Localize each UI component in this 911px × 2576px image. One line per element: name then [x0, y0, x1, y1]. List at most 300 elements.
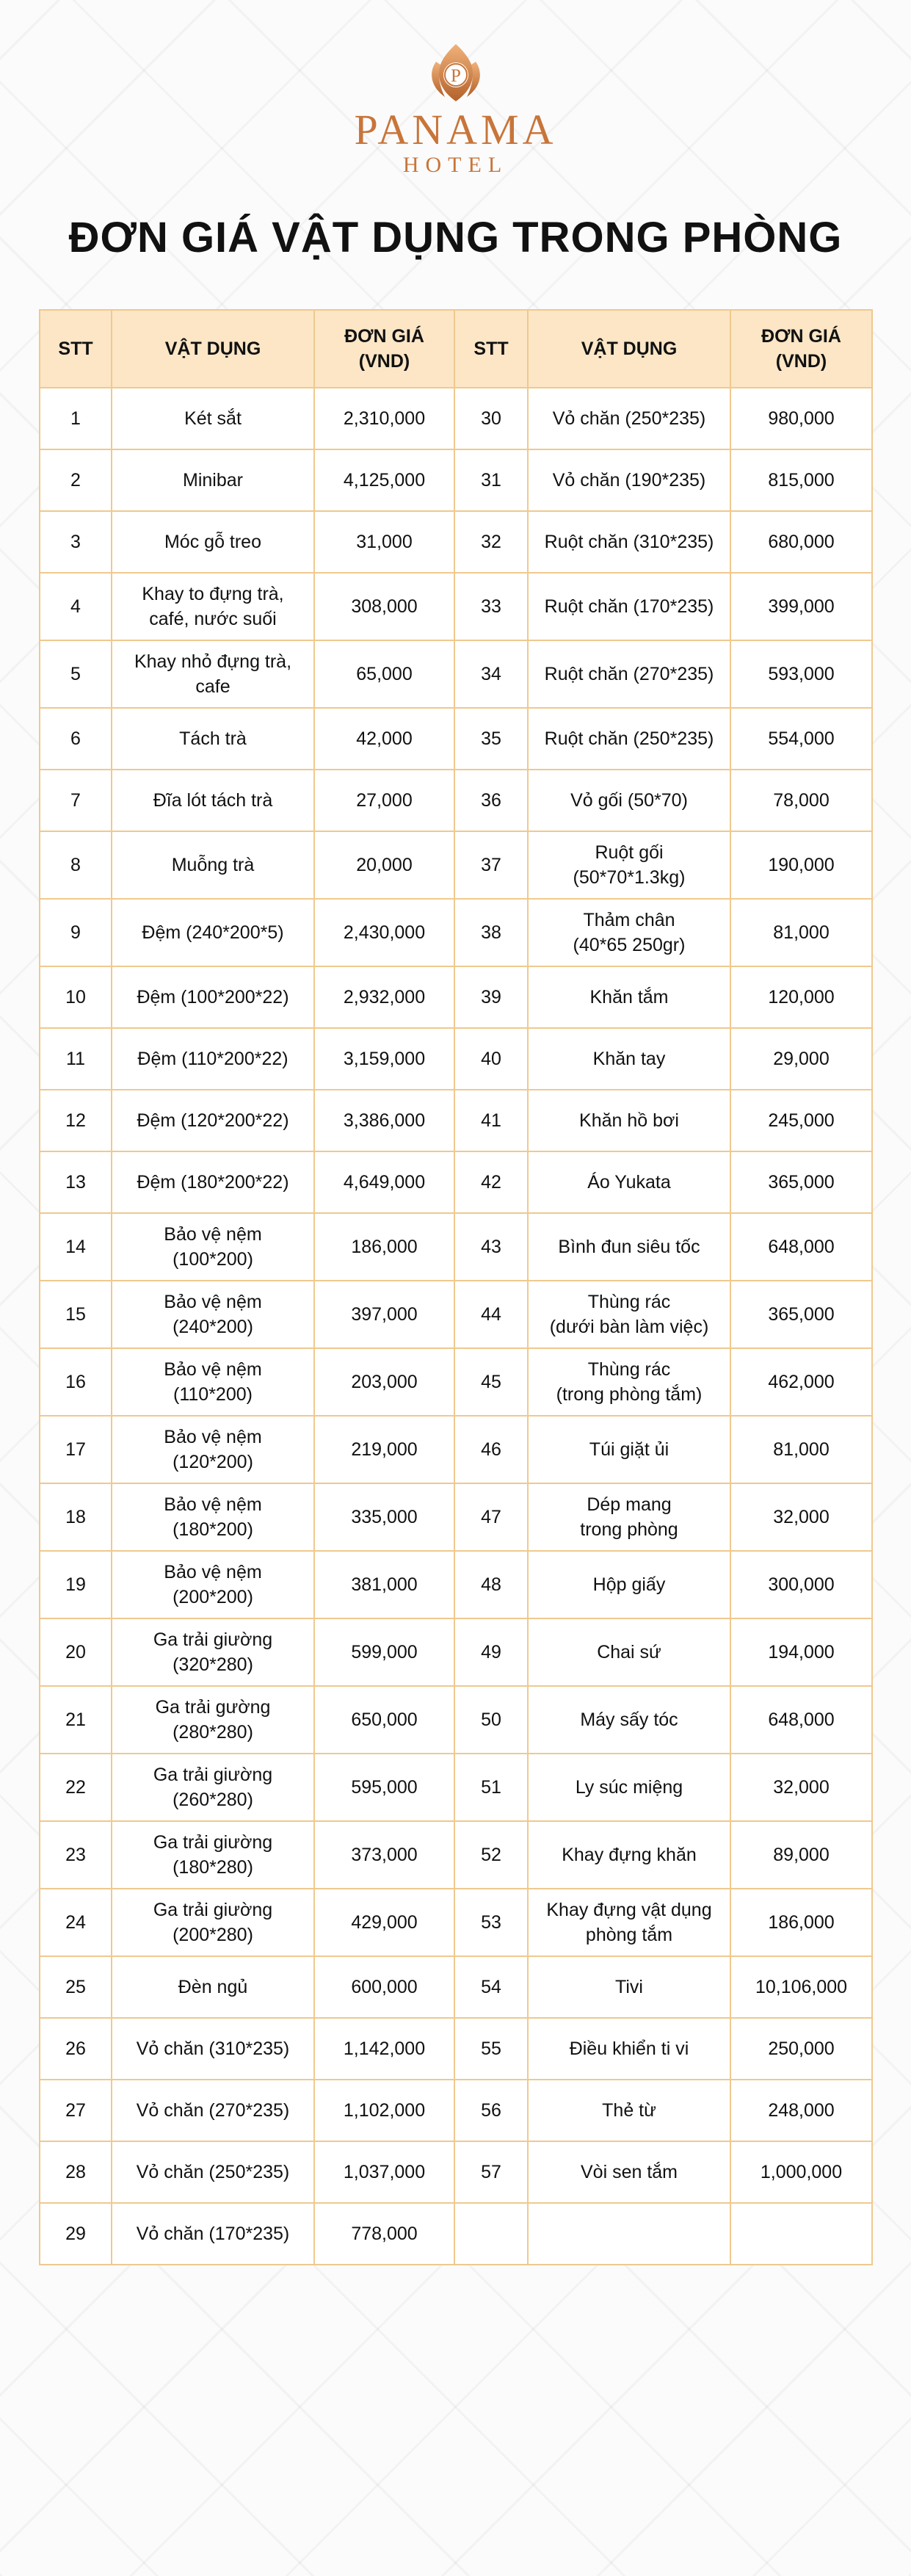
- item-price: 648,000: [730, 1686, 872, 1754]
- item-name-line: Ga trải giường: [153, 1765, 273, 1785]
- row-number: 18: [40, 1483, 112, 1551]
- item-name-line: Thùng rác: [587, 1292, 671, 1312]
- row-number: 17: [40, 1416, 112, 1483]
- item-name-line: Đệm (100*200*22): [137, 987, 289, 1007]
- table-row: [40, 449, 872, 511]
- item-name: [528, 966, 730, 1028]
- column-header-item: [528, 310, 730, 388]
- item-name-line: Vỏ chăn (270*235): [136, 2100, 290, 2121]
- row-number: 34: [454, 640, 528, 708]
- item-name-line: (120*200): [173, 1452, 253, 1472]
- item-price: 27,000: [314, 770, 454, 831]
- row-number: 26: [40, 2018, 112, 2080]
- item-name: [112, 2080, 314, 2141]
- row-number: 36: [454, 770, 528, 831]
- price-table: [39, 309, 873, 2265]
- item-name-line: Đệm (240*200*5): [142, 922, 284, 943]
- item-price: 335,000: [314, 1483, 454, 1551]
- item-name: [112, 1151, 314, 1213]
- item-name: [112, 388, 314, 449]
- item-name: [112, 449, 314, 511]
- header-row: [40, 310, 872, 388]
- column-header-stt: [454, 310, 528, 388]
- row-number: 43: [454, 1213, 528, 1281]
- row-number: 1: [40, 388, 112, 449]
- item-name: [528, 1483, 730, 1551]
- item-name: [112, 573, 314, 640]
- item-price: 381,000: [314, 1551, 454, 1618]
- item-price: 778,000: [314, 2203, 454, 2265]
- item-price: 245,000: [730, 1090, 872, 1151]
- item-price: 593,000: [730, 640, 872, 708]
- item-price: 31,000: [314, 511, 454, 573]
- item-name-line: (trong phòng tắm): [556, 1384, 703, 1405]
- item-name-line: Đèn ngủ: [178, 1977, 248, 1997]
- item-name-line: Ruột chăn (170*235): [544, 596, 714, 617]
- row-number: 48: [454, 1551, 528, 1618]
- item-name-line: Khay to đựng trà,: [142, 584, 284, 604]
- item-name-line: Áo Yukata: [587, 1172, 671, 1193]
- item-price: 4,125,000: [314, 449, 454, 511]
- item-name-line: Bảo vệ nệm: [164, 1359, 262, 1380]
- item-name: [528, 573, 730, 640]
- row-number: 5: [40, 640, 112, 708]
- item-price: 650,000: [314, 1686, 454, 1754]
- empty-cell: [730, 2203, 872, 2265]
- row-number: 11: [40, 1028, 112, 1090]
- item-name: [528, 1090, 730, 1151]
- column-header-text: STT: [58, 339, 93, 359]
- table-row: [40, 388, 872, 449]
- item-name: [528, 511, 730, 573]
- row-number: 37: [454, 831, 528, 899]
- row-number: 22: [40, 1754, 112, 1821]
- item-name-line: Chai sứ: [597, 1642, 661, 1663]
- table-row: [40, 1821, 872, 1889]
- item-price: 2,310,000: [314, 388, 454, 449]
- row-number: 24: [40, 1889, 112, 1956]
- item-price: 203,000: [314, 1348, 454, 1416]
- row-number: 51: [454, 1754, 528, 1821]
- row-number: 45: [454, 1348, 528, 1416]
- item-name-line: Ga trải giường: [153, 1629, 273, 1650]
- item-name: [528, 770, 730, 831]
- item-name-line: Máy sấy tóc: [580, 1710, 678, 1730]
- item-name-line: (50*70*1.3kg): [573, 867, 686, 888]
- item-name-line: (200*200): [173, 1587, 253, 1607]
- item-name: [528, 1686, 730, 1754]
- column-header-text: STT: [473, 339, 509, 359]
- row-number: 25: [40, 1956, 112, 2018]
- item-name-line: Khăn tắm: [589, 987, 669, 1007]
- item-name-line: Móc gỗ treo: [164, 532, 261, 552]
- item-name: [528, 708, 730, 770]
- row-number: 50: [454, 1686, 528, 1754]
- row-number: 30: [454, 388, 528, 449]
- item-price: 32,000: [730, 1483, 872, 1551]
- table-row: [40, 708, 872, 770]
- item-name-line: Vỏ chăn (170*235): [136, 2224, 290, 2244]
- item-name: [112, 1551, 314, 1618]
- item-price: 1,037,000: [314, 2141, 454, 2203]
- item-price: 190,000: [730, 831, 872, 899]
- item-name-line: Khăn hồ bơi: [579, 1110, 679, 1131]
- item-price: 308,000: [314, 573, 454, 640]
- row-number: 3: [40, 511, 112, 573]
- price-table-body: [40, 388, 872, 2265]
- item-name-line: Bình đun siêu tốc: [558, 1237, 700, 1257]
- item-name-line: Thẻ từ: [602, 2100, 656, 2121]
- price-table-header: [40, 310, 872, 388]
- column-header-price: [314, 310, 454, 388]
- item-name-line: Tách trà: [179, 728, 247, 749]
- item-price: 78,000: [730, 770, 872, 831]
- item-name: [528, 831, 730, 899]
- empty-cell: [528, 2203, 730, 2265]
- item-name: [528, 1213, 730, 1281]
- item-name-line: Khay đựng vật dụng: [546, 1900, 712, 1920]
- item-price: 4,649,000: [314, 1151, 454, 1213]
- item-name-line: Két sắt: [184, 408, 242, 429]
- column-header-text: (VND): [358, 351, 410, 372]
- table-row: [40, 1889, 872, 1956]
- item-price: 20,000: [314, 831, 454, 899]
- row-number: 38: [454, 899, 528, 966]
- item-name-line: Đệm (180*200*22): [137, 1172, 289, 1193]
- row-number: 33: [454, 573, 528, 640]
- item-name: [112, 770, 314, 831]
- item-price: 42,000: [314, 708, 454, 770]
- item-name-line: Vỏ chăn (310*235): [136, 2038, 290, 2059]
- item-price: 65,000: [314, 640, 454, 708]
- row-number: 56: [454, 2080, 528, 2141]
- row-number: 15: [40, 1281, 112, 1348]
- table-row: [40, 1754, 872, 1821]
- item-name-line: Dép mang: [587, 1494, 672, 1515]
- item-name-line: Túi giặt ủi: [589, 1439, 669, 1460]
- item-name: [112, 831, 314, 899]
- item-name: [112, 1348, 314, 1416]
- column-header-stt: [40, 310, 112, 388]
- row-number: 32: [454, 511, 528, 573]
- item-price: 194,000: [730, 1618, 872, 1686]
- table-row: [40, 2141, 872, 2203]
- item-name-line: Vỏ chăn (250*235): [552, 408, 706, 429]
- item-name-line: Đệm (120*200*22): [137, 1110, 289, 1131]
- item-name-line: (180*200): [173, 1519, 253, 1540]
- column-header-text: VẬT DỤNG: [164, 339, 261, 359]
- item-name-line: (dưới bàn làm việc): [549, 1317, 709, 1337]
- item-name-line: café, nước suối: [149, 609, 277, 629]
- item-name: [528, 640, 730, 708]
- row-number: 12: [40, 1090, 112, 1151]
- item-name: [528, 2080, 730, 2141]
- table-row: [40, 966, 872, 1028]
- item-price: 373,000: [314, 1821, 454, 1889]
- item-name: [112, 899, 314, 966]
- row-number: 35: [454, 708, 528, 770]
- item-name-line: (40*65 250gr): [573, 935, 686, 955]
- item-price: 186,000: [314, 1213, 454, 1281]
- table-row: [40, 1956, 872, 2018]
- item-name: [112, 1754, 314, 1821]
- row-number: 42: [454, 1151, 528, 1213]
- row-number: 10: [40, 966, 112, 1028]
- item-price: 2,430,000: [314, 899, 454, 966]
- item-name-line: Vỏ gối (50*70): [570, 790, 688, 811]
- item-name-line: Vỏ chăn (250*235): [136, 2162, 290, 2182]
- item-name: [112, 1213, 314, 1281]
- row-number: 27: [40, 2080, 112, 2141]
- hotel-logo: [0, 43, 911, 178]
- table-row: [40, 1348, 872, 1416]
- column-header-item: [112, 310, 314, 388]
- table-row: [40, 1416, 872, 1483]
- table-row: [40, 1483, 872, 1551]
- item-name-line: Ruột chăn (250*235): [544, 728, 714, 749]
- item-name: [112, 1686, 314, 1754]
- item-name-line: (320*280): [173, 1654, 253, 1675]
- item-price: 599,000: [314, 1618, 454, 1686]
- item-name: [528, 1889, 730, 1956]
- item-name-line: Đĩa lót tách trà: [153, 790, 273, 811]
- item-name: [112, 2018, 314, 2080]
- item-price: 554,000: [730, 708, 872, 770]
- item-price: 815,000: [730, 449, 872, 511]
- item-name-line: (100*200): [173, 1249, 253, 1270]
- item-name-line: trong phòng: [580, 1519, 678, 1540]
- item-name-line: Khay đựng khăn: [562, 1845, 697, 1865]
- table-row: [40, 899, 872, 966]
- item-name: [112, 1090, 314, 1151]
- item-name-line: Ga trải gường: [155, 1697, 271, 1718]
- item-name: [112, 1889, 314, 1956]
- item-price: 600,000: [314, 1956, 454, 2018]
- item-name: [528, 1821, 730, 1889]
- row-number: 19: [40, 1551, 112, 1618]
- item-name-line: (280*280): [173, 1722, 253, 1743]
- row-number: 55: [454, 2018, 528, 2080]
- item-name-line: cafe: [195, 676, 231, 697]
- item-price: 300,000: [730, 1551, 872, 1618]
- item-name-line: Điều khiển ti vi: [569, 2038, 689, 2059]
- item-name-line: Vòi sen tắm: [580, 2162, 678, 2182]
- item-name-line: Ruột chăn (310*235): [544, 532, 714, 552]
- item-name: [112, 1028, 314, 1090]
- table-row: [40, 511, 872, 573]
- item-name-line: Ly súc miệng: [575, 1777, 683, 1798]
- row-number: 49: [454, 1618, 528, 1686]
- item-name: [528, 1348, 730, 1416]
- row-number: 9: [40, 899, 112, 966]
- item-price: 462,000: [730, 1348, 872, 1416]
- item-name-line: Bảo vệ nệm: [164, 1224, 262, 1245]
- table-row: [40, 573, 872, 640]
- item-name: [112, 1821, 314, 1889]
- item-name-line: Bảo vệ nệm: [164, 1562, 262, 1582]
- item-name: [528, 388, 730, 449]
- item-name: [112, 511, 314, 573]
- row-number: 53: [454, 1889, 528, 1956]
- empty-cell: [454, 2203, 528, 2265]
- item-price: 89,000: [730, 1821, 872, 1889]
- item-name: [528, 1754, 730, 1821]
- item-price: 81,000: [730, 1416, 872, 1483]
- item-name-line: (200*280): [173, 1925, 253, 1945]
- item-price: 1,142,000: [314, 2018, 454, 2080]
- item-name-line: (260*280): [173, 1790, 253, 1810]
- item-name: [528, 1956, 730, 2018]
- row-number: 13: [40, 1151, 112, 1213]
- table-row: [40, 1618, 872, 1686]
- item-price: 248,000: [730, 2080, 872, 2141]
- table-row: [40, 1551, 872, 1618]
- item-name: [112, 640, 314, 708]
- row-number: 52: [454, 1821, 528, 1889]
- item-price: 219,000: [314, 1416, 454, 1483]
- item-name: [112, 2203, 314, 2265]
- row-number: 47: [454, 1483, 528, 1551]
- row-number: 6: [40, 708, 112, 770]
- item-price: 429,000: [314, 1889, 454, 1956]
- item-name: [528, 899, 730, 966]
- item-price: 399,000: [730, 573, 872, 640]
- item-name: [528, 2141, 730, 2203]
- item-name-line: Muỗng trà: [171, 855, 255, 875]
- item-name: [112, 1956, 314, 2018]
- item-name: [528, 1416, 730, 1483]
- item-price: 29,000: [730, 1028, 872, 1090]
- table-row: [40, 770, 872, 831]
- item-name-line: Ga trải giường: [153, 1832, 273, 1853]
- item-name: [112, 1483, 314, 1551]
- item-name-line: Khay nhỏ đựng trà,: [134, 651, 292, 672]
- item-name-line: Vỏ chăn (190*235): [552, 470, 706, 491]
- row-number: 21: [40, 1686, 112, 1754]
- item-name-line: (240*200): [173, 1317, 253, 1337]
- item-name-line: Ruột chăn (270*235): [544, 664, 714, 684]
- table-row: [40, 1213, 872, 1281]
- item-price: 648,000: [730, 1213, 872, 1281]
- item-price: 365,000: [730, 1151, 872, 1213]
- item-name: [528, 2018, 730, 2080]
- row-number: 7: [40, 770, 112, 831]
- table-row: [40, 1151, 872, 1213]
- item-price: 32,000: [730, 1754, 872, 1821]
- item-name-line: phòng tắm: [585, 1925, 673, 1945]
- table-row: [40, 2018, 872, 2080]
- item-price: 3,159,000: [314, 1028, 454, 1090]
- column-header-text: (VND): [775, 351, 827, 372]
- lotus-emblem-icon: [423, 43, 489, 104]
- item-price: 10,106,000: [730, 1956, 872, 2018]
- item-name: [112, 1618, 314, 1686]
- item-name-line: Thảm chân: [583, 910, 675, 930]
- row-number: 14: [40, 1213, 112, 1281]
- item-name-line: (110*200): [173, 1384, 253, 1405]
- item-name: [528, 1551, 730, 1618]
- item-name: [528, 1028, 730, 1090]
- column-header-text: VẬT DỤNG: [581, 339, 678, 359]
- row-number: 23: [40, 1821, 112, 1889]
- item-name: [112, 708, 314, 770]
- row-number: 16: [40, 1348, 112, 1416]
- table-row: [40, 1090, 872, 1151]
- item-price: 120,000: [730, 966, 872, 1028]
- table-row: [40, 831, 872, 899]
- item-name: [528, 1281, 730, 1348]
- item-price: 397,000: [314, 1281, 454, 1348]
- item-name-line: Tivi: [615, 1977, 643, 1997]
- item-price: 980,000: [730, 388, 872, 449]
- item-price: 595,000: [314, 1754, 454, 1821]
- item-name: [112, 2141, 314, 2203]
- table-row: [40, 1028, 872, 1090]
- item-price: 680,000: [730, 511, 872, 573]
- row-number: 2: [40, 449, 112, 511]
- row-number: 44: [454, 1281, 528, 1348]
- item-price: 186,000: [730, 1889, 872, 1956]
- row-number: 39: [454, 966, 528, 1028]
- row-number: 20: [40, 1618, 112, 1686]
- row-number: 28: [40, 2141, 112, 2203]
- row-number: 31: [454, 449, 528, 511]
- item-price: 81,000: [730, 899, 872, 966]
- brand-subtitle: HOTEL: [402, 153, 509, 177]
- item-name: [528, 1151, 730, 1213]
- item-name-line: Hộp giấy: [592, 1574, 666, 1595]
- item-name-line: Bảo vệ nệm: [164, 1427, 262, 1447]
- table-row: [40, 640, 872, 708]
- item-price: 1,102,000: [314, 2080, 454, 2141]
- row-number: 40: [454, 1028, 528, 1090]
- item-name-line: Bảo vệ nệm: [164, 1494, 262, 1515]
- column-header-text: ĐƠN GIÁ: [344, 326, 424, 347]
- row-number: 46: [454, 1416, 528, 1483]
- item-name-line: (180*280): [173, 1857, 253, 1878]
- item-name: [528, 449, 730, 511]
- row-number: 57: [454, 2141, 528, 2203]
- item-name: [112, 1416, 314, 1483]
- row-number: 4: [40, 573, 112, 640]
- table-row: [40, 1686, 872, 1754]
- item-name-line: Bảo vệ nệm: [164, 1292, 262, 1312]
- column-header-price: [730, 310, 872, 388]
- row-number: 54: [454, 1956, 528, 2018]
- item-price: 365,000: [730, 1281, 872, 1348]
- item-name-line: Ruột gối: [595, 842, 664, 863]
- table-row: [40, 2203, 872, 2265]
- item-price: 1,000,000: [730, 2141, 872, 2203]
- item-name: [112, 1281, 314, 1348]
- item-name: [112, 966, 314, 1028]
- table-row: [40, 2080, 872, 2141]
- item-price: 250,000: [730, 2018, 872, 2080]
- item-name-line: Khăn tay: [592, 1049, 666, 1069]
- item-name: [528, 1618, 730, 1686]
- brand-name: PANAMA: [354, 106, 557, 153]
- item-name-line: Minibar: [183, 470, 243, 491]
- item-name-line: Đệm (110*200*22): [137, 1049, 288, 1069]
- row-number: 29: [40, 2203, 112, 2265]
- item-price: 3,386,000: [314, 1090, 454, 1151]
- table-row: [40, 1281, 872, 1348]
- column-header-text: ĐƠN GIÁ: [761, 326, 841, 347]
- item-price: 2,932,000: [314, 966, 454, 1028]
- item-name-line: Ga trải giường: [153, 1900, 273, 1920]
- logo-monogram: P: [450, 66, 461, 86]
- row-number: 41: [454, 1090, 528, 1151]
